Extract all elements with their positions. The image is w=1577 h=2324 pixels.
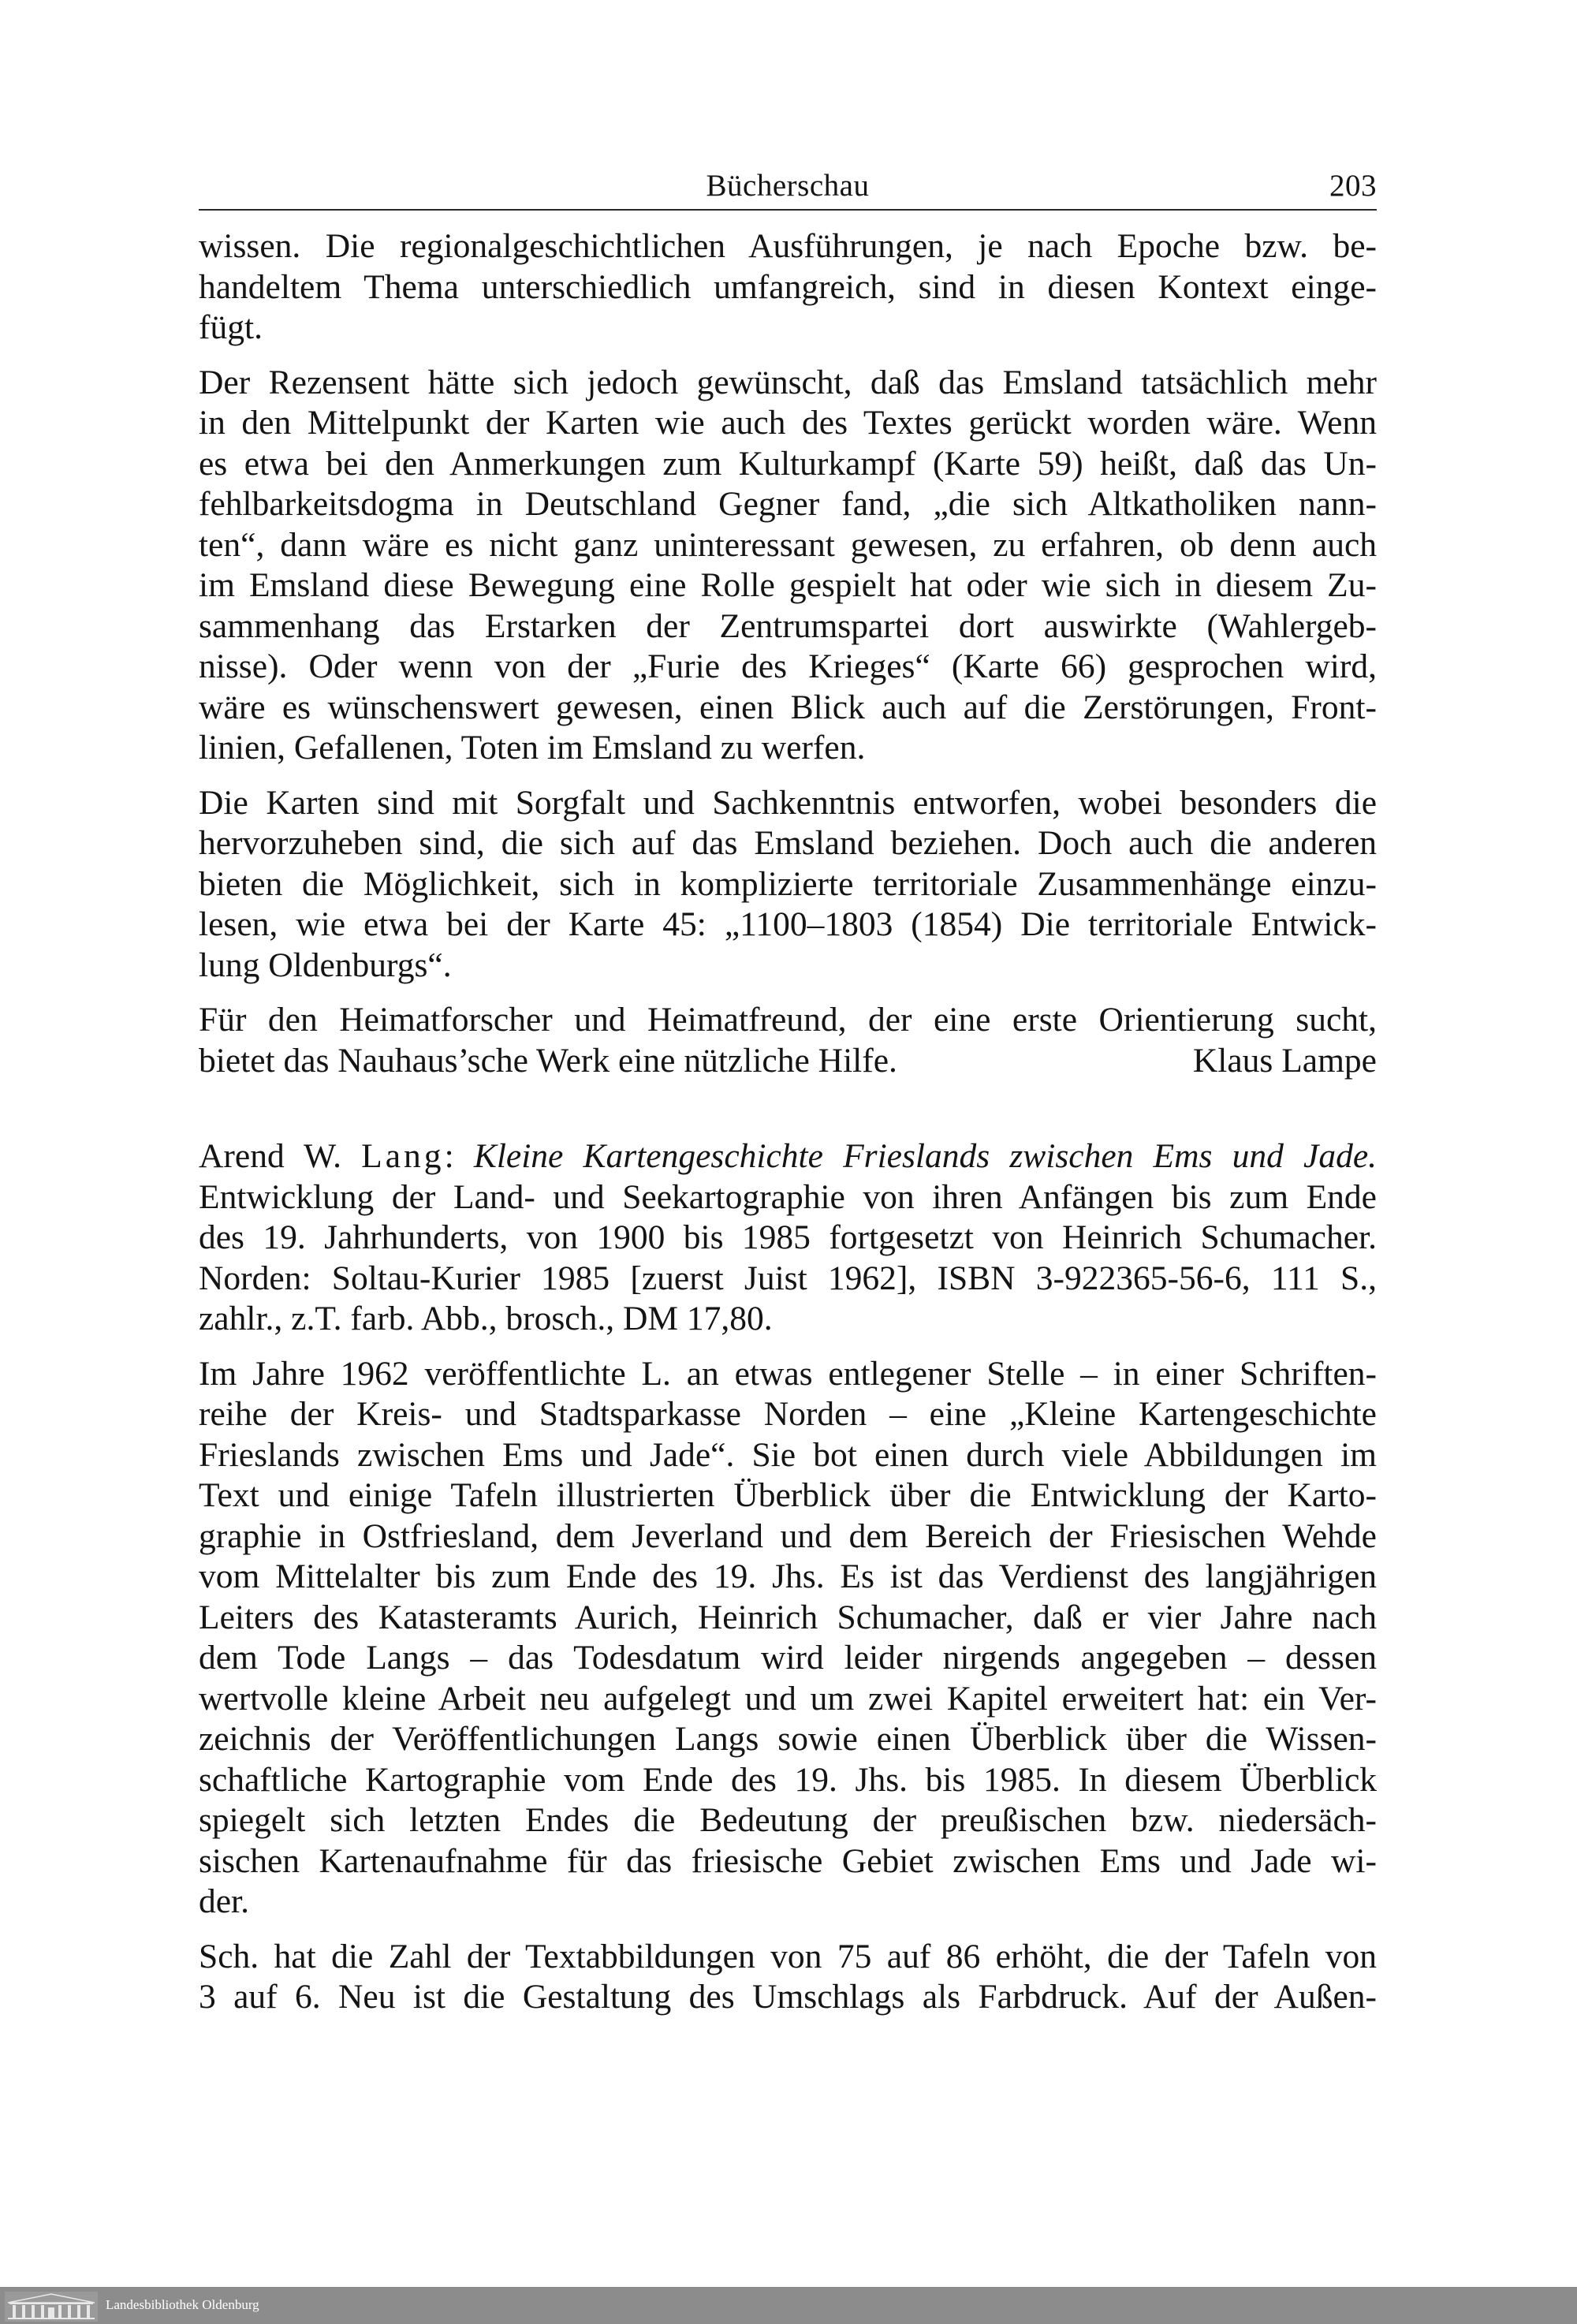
text-line: des 19. Jahrhunderts, von 1900 bis 1985 fortgesetzt von Heinrich Schumacher. bbox=[199, 1218, 1377, 1256]
text-line: bietet das Nauhaus’sche Werk eine nützliche Hilfe. bbox=[199, 1041, 897, 1080]
text-line: zahlr., z.T. farb. Abb., brosch., DM 17,80. bbox=[199, 1300, 773, 1337]
text-line: lung Oldenburgs“. bbox=[199, 946, 452, 984]
document-page bbox=[199, 162, 1377, 2032]
text-line: ten“, dann wäre es nicht ganz uninteressant gewesen, zu erfahren, ob denn auch bbox=[199, 525, 1377, 564]
text-line: der. bbox=[199, 1882, 250, 1920]
text-line: Sch. hat die Zahl der Textabbildungen von 75 auf 86 erhöht, die der Tafeln von bbox=[199, 1937, 1377, 1975]
reviewer-signature: Klaus Lampe bbox=[1192, 1041, 1377, 1080]
text-line: graphie in Ostfriesland, dem Jeverland und dem Bereich der Friesischen Wehde bbox=[199, 1516, 1377, 1555]
text-line: sischen Kartenaufnahme für das friesische Gebiet zwischen Ems und Jade wi- bbox=[199, 1841, 1377, 1880]
text-line: Die Karten sind mit Sorgfalt und Sachkenntnis entworfen, wobei besonders die bbox=[199, 783, 1377, 822]
text-line: lesen, wie etwa bei der Karte 45: „1100–1803 (1854) Die territoriale Entwick- bbox=[199, 905, 1377, 943]
text-line: Der Rezensent hätte sich jedoch gewünscht, daß das Emsland tatsächlich mehr bbox=[199, 363, 1377, 401]
text-line: Für den Heimatforscher und Heimatfreund, der eine erste Orientierung sucht, bbox=[199, 1001, 1377, 1039]
citation-colon: : bbox=[444, 1137, 454, 1175]
page-body bbox=[199, 226, 1377, 2018]
citation-author-last: Lang bbox=[361, 1137, 445, 1175]
text-line: vom Mittelalter bis zum Ende des 19. Jhs. Es ist das Verdienst des langjährigen bbox=[199, 1557, 1377, 1595]
running-header bbox=[199, 162, 1377, 211]
review1-paragraph-3 bbox=[199, 783, 1377, 987]
citation-title: Kleine Kartengeschichte Frieslands zwischen Ems und Jade. bbox=[473, 1137, 1377, 1175]
text-line: handeltem Thema unterschiedlich umfangreich, sind in diesen Kontext einge- bbox=[199, 267, 1377, 306]
text-line: wäre es wünschenswert gewesen, einen Blick auch auf die Zerstörungen, Front- bbox=[199, 688, 1377, 726]
closing-line bbox=[199, 1041, 1377, 1082]
review2-citation bbox=[199, 1136, 1377, 1340]
text-line: zeichnis der Veröffentlichungen Langs sowie einen Überblick über die Wissen- bbox=[199, 1720, 1377, 1758]
citation-author-first: Arend W. bbox=[199, 1137, 342, 1175]
library-name: Landesbibliothek Oldenburg bbox=[106, 2297, 259, 2312]
text-line: spiegelt sich letzten Endes die Bedeutung der preußischen bzw. niedersäch- bbox=[199, 1801, 1377, 1839]
text-line: wertvolle kleine Arbeit neu aufgelegt und um zwei Kapitel erweitert hat: ein Ver- bbox=[199, 1679, 1377, 1718]
text-line: nisse). Oder wenn von der „Furie des Krieges“ (Karte 66) gesprochen wird, bbox=[199, 647, 1377, 685]
review2-paragraph-2 bbox=[199, 1937, 1377, 2018]
text-line: 3 auf 6. Neu ist die Gestaltung des Umschlags als Farbdruck. Auf der Außen- bbox=[199, 1978, 1377, 2016]
text-line: sammenhang das Erstarken der Zentrumspartei dort auswirkte (Wahlergeb- bbox=[199, 606, 1377, 645]
text-line: linien, Gefallenen, Toten im Emsland zu werfen. bbox=[199, 729, 866, 767]
text-line: wissen. Die regionalgeschichtlichen Ausführungen, je nach Epoche bzw. be- bbox=[199, 227, 1377, 265]
text-line: reihe der Kreis- und Stadtsparkasse Norden – eine „Kleine Kartengeschichte bbox=[199, 1395, 1377, 1433]
text-line: Frieslands zwischen Ems und Jade“. Sie bot einen durch viele Abbildungen im bbox=[199, 1435, 1377, 1474]
text-line: dem Tode Langs – das Todesdatum wird leider nirgends angegeben – dessen bbox=[199, 1639, 1377, 1677]
library-footer-bar bbox=[0, 2287, 1577, 2324]
review1-paragraph-4 bbox=[199, 1000, 1377, 1081]
text-line: schaftliche Kartographie vom Ende des 19. Jhs. bis 1985. In diesem Überblick bbox=[199, 1760, 1377, 1799]
text-line: Norden: Soltau-Kurier 1985 [zuerst Juist 1962], ISBN 3-922365-56-6, 111 S., bbox=[199, 1259, 1377, 1297]
text-line: Leiters des Katasteramts Aurich, Heinrich Schumacher, daß er vier Jahre nach bbox=[199, 1598, 1377, 1636]
text-line: es etwa bei den Anmerkungen zum Kulturkampf (Karte 59) heißt, daß das Un- bbox=[199, 444, 1377, 483]
text-line: bieten die Möglichkeit, sich in komplizierte territoriale Zusammenhänge einzu- bbox=[199, 864, 1377, 903]
citation-line-1 bbox=[199, 1136, 1377, 1177]
text-line: in den Mittelpunkt der Karten wie auch des Textes gerückt worden wäre. Wenn bbox=[199, 404, 1377, 442]
page-number: 203 bbox=[1329, 169, 1377, 203]
running-title: Bücherschau bbox=[706, 169, 870, 203]
text-line: hervorzuheben sind, die sich auf das Emsland beziehen. Doch auch die anderen bbox=[199, 824, 1377, 862]
text-line: fehlbarkeitsdogma in Deutschland Gegner fand, „die sich Altkatholiken nann- bbox=[199, 485, 1377, 523]
text-line: Entwicklung der Land- und Seekartographie von ihren Anfängen bis zum Ende bbox=[199, 1177, 1377, 1216]
review1-paragraph-1 bbox=[199, 226, 1377, 349]
section-gap bbox=[199, 1095, 1377, 1136]
text-line: Im Jahre 1962 veröffentlichte L. an etwas entlegener Stelle – in einer Schriften- bbox=[199, 1354, 1377, 1393]
text-line: im Emsland diese Bewegung eine Rolle gespielt hat oder wie sich in diesem Zu- bbox=[199, 566, 1377, 604]
review2-paragraph-1 bbox=[199, 1354, 1377, 1923]
text-line: fügt. bbox=[199, 308, 263, 346]
text-line: Text und einige Tafeln illustrierten Überblick über die Entwicklung der Karto- bbox=[199, 1476, 1377, 1514]
library-building-icon bbox=[5, 2292, 98, 2322]
review1-paragraph-2 bbox=[199, 363, 1377, 769]
